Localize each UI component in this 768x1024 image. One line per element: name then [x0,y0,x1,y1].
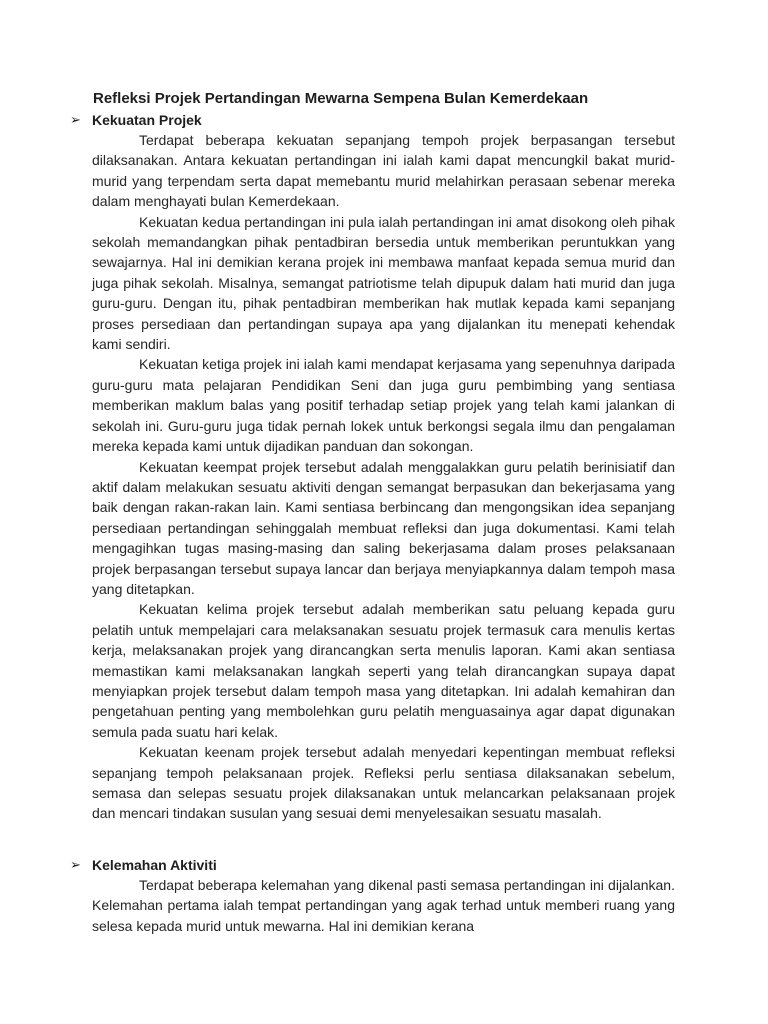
arrow-bullet-icon: ➢ [70,112,81,127]
paragraph: Kekuatan ketiga projek ini ialah kami mendapat kerjasama yang sepenuhnya daripada guru-guru mata pelajaran Pendidikan Seni dan juga guru pembimbing yang sentiasa memberikan maklum balas yang positif terhadap setiap projek yang telah kami jalankan di sekolah ini. Guru-guru juga tidak pernah lokek untuk berkongsi segala ilmu dan pengalaman mereka kepada kami untuk dijadikan panduan dan sokongan. [92,356,675,455]
paragraph: Kekuatan kedua pertandingan ini pula ialah pertandingan ini amat disokong oleh pihak sekolah memandangkan pihak pentadbiran bersedia untuk memberikan peruntukkan yang sewajarnya. Hal ini demikian kerana projek ini membawa manfaat kepada semua murid dan juga pihak sekolah. Misalnya, semangat patriotisme telah dipupuk dalam hati murid dan juga guru-guru. Dengan itu, pihak pentadbiran memberikan hak mutlak kepada kami sepanjang proses persediaan dan pertandingan supaya apa yang dijalankan itu menepati kehendak kami sendiri. [92,213,675,353]
paragraph: Kekuatan keempat projek tersebut adalah menggalakkan guru pelatih berinisiatif dan aktif dalam melakukan sesuatu aktiviti dengan semangat berpasukan dan bekerjasama yang baik dengan rakan-rakan lain. Kami sentiasa berbincang dan mengongsikan idea sepanjang persediaan pertandingan sehinggalah membuat refleksi dan juga dokumentasi. Kami telah mengagihkan tugas masing-masing dan saling bekerjasama dalam proses pelaksanaan projek berpasangan tersebut supaya lancar dan berjaya menyiapkannya dalam tempoh masa yang ditetapkan. [92,458,675,597]
section-kelemahan-aktiviti [70,855,680,936]
paragraph: Kekuatan kelima projek tersebut adalah memberikan satu peluang kepada guru pelatih untuk mempelajari cara melaksanakan sesuatu projek termasuk cara menulis kertas kerja, melaksanakan projek yang dirancangkan serta menulis laporan. Kami akan sentiasa memastikan kami melaksanakan langkah seperti yang telah dirancangkan supaya dapat menyiapkan projek tersebut dalam tempoh masa yang ditetapkan. Ini adalah kemahiran dan pengetahuan penting yang membolehkan guru pelatih menguasainya agar dapat digunakan semula pada suatu hari kelak. [92,601,675,740]
section-heading [70,855,680,875]
section-heading-label: Kekuatan Projek [92,112,202,128]
paragraph: Terdapat beberapa kekuatan sepanjang tempoh projek berpasangan tersebut dilaksanakan. Antara kekuatan pertandingan ini ialah kami dapat mencungkil bakat murid-murid yang terpendam serta dapat memebantu murid melahirkan perasaan sebenar mereka dalam menghayati bulan Kemerdekaan. [92,132,675,210]
paragraph: Terdapat beberapa kelemahan yang dikenal pasti semasa pertandingan ini dijalankan. Kelemahan pertama ialah tempat pertandingan yang agak terhad untuk memberi ruang yang selesa kepada murid untuk mewarna. Hal ini demikian kerana [92,877,675,934]
document-title: Refleksi Projek Pertandingan Mewarna Sempena Bulan Kemerdekaan [93,90,589,107]
section-heading [70,110,680,130]
section-heading-label: Kelemahan Aktiviti [92,857,217,873]
arrow-bullet-icon: ➢ [70,857,81,872]
section-kekuatan-projek [70,110,680,824]
paragraph: Kekuatan keenam projek tersebut adalah menyedari kepentingan membuat refleksi sepanjang tempoh pelaksanaan projek. Refleksi perlu sentiasa dilaksanakan sebelum, semasa dan selepas sesuatu projek dilaksanakan untuk melancarkan pelaksanaan projek dan mencari tindakan susulan yang sesuai demi menyelesaikan sesuatu masalah. [92,744,675,822]
